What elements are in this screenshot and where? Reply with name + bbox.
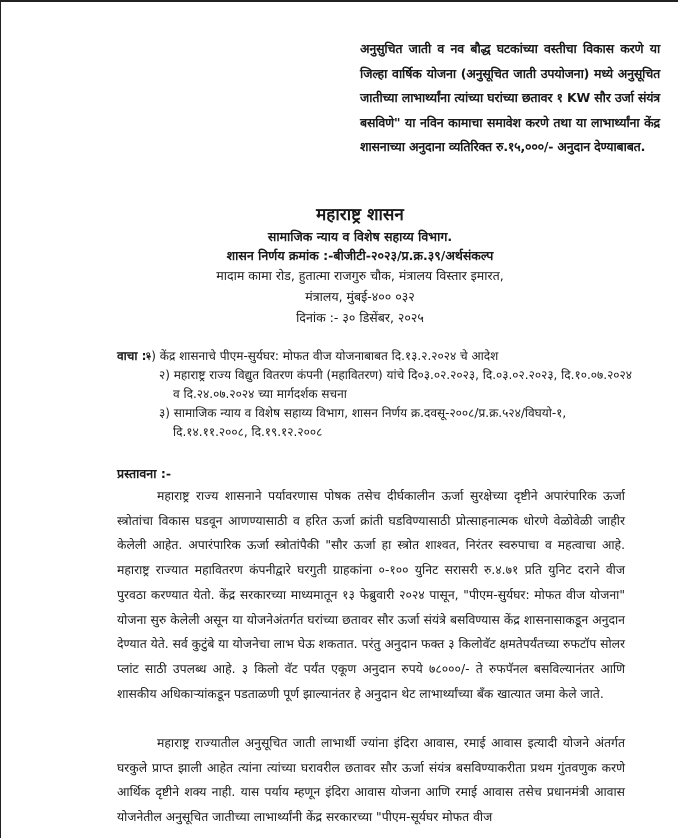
reference-item: ३) सामाजिक न्याय व विशेष सहाय्य विभाग, शासन निर्णय क्र.दवसू-२००८/प्र.क्र.५२४/विघयो-१, दि.१४.११.२००८, दि.१९.१२.२००८ bbox=[159, 406, 567, 439]
document-date: दिनांक :- ३० डिसेंबर, २०२५ bbox=[296, 310, 424, 325]
gr-number: शासन निर्णय क्रमांक :-बीजीटी-२०२३/प्र.क्र.३९/अर्थसंकल्प bbox=[226, 248, 494, 263]
reference-item: १) केंद्र शासनाचे पीएम-सुर्यघर: मोफत वीज योजनाबाबत दि.१३.२.२०२४ चे आदेश bbox=[145, 349, 499, 363]
references-section bbox=[117, 347, 637, 442]
preamble-paragraph: महाराष्ट्र राज्यातील अनुसूचित जाती लाभार्थी ज्यांना इंदिरा आवास, रमाई आवास इत्यादी योजने अंतर्गत घरकुले प्राप्त झाली आहेत त्यांना त्यांच्या घरावरील छतावर सौर ऊर्जा संयंत्र बसविण्याकरीता प्रथम गुंतवणुक करणे आर्थिक दृष्टीने शक्य नाही. यास पर्याय म्हणून इंदिरा आवास योजना आणि रमाई आवास तसेच प्रधानमंत्री आवास योजनेतील अनुसूचित जातीच्या लाभार्थ्यांनी केंद्र सरकारच्या "पीएम-सूर्यघर मोफत वीज bbox=[117, 736, 625, 825]
reference-item: २) महाराष्ट्र राज्य विद्युत वितरण कंपनी (महावितरण) यांचे दि०३.०२.२०२३, दि.०३.०२.२०२३, दि.१०.०७.२०२४ व दि.२४.०७.२०२४ च्या मार्गदर्शक सचना bbox=[159, 368, 633, 401]
government-title: महाराष्ट्र शासन bbox=[316, 205, 404, 225]
department-name: सामाजिक न्याय व विशेष सहाय्य विभाग. bbox=[267, 229, 453, 244]
references-label: वाचा :- bbox=[117, 349, 152, 363]
address-line-1: मादाम कामा रोड, हुतात्मा राजगुरु चौक, मंत्रालय विस्तार इमारत, bbox=[216, 268, 504, 283]
document-subject: अनुसुचित जाती व नव बौद्ध घटकांच्या वस्तीचा विकास करणे या जिल्हा वार्षिक योजना (अनुसूचित जाती उपयोजना) मध्ये अनुसूचित जातीच्या लाभार्थ्यांना त्यांच्या घरांच्या छतावर १ KW सौर उर्जा संयंत्र बसविणे" या नविन कामाचा समावेश करणे तथा या लाभार्थ्यांना केंद्र शासनाच्या अनुदाना व्यतिरिक्त रु.१५,०००/- अनुदान देण्याबाबत. bbox=[360, 41, 660, 154]
address-line-2: मंत्रालय, मुंबई-४०० ०३२ bbox=[305, 289, 415, 304]
preamble-paragraph: महाराष्ट्र राज्य शासनाने पर्यावरणास पोषक तसेच दीर्घकालीन ऊर्जा सुरक्षेच्या दृष्टीने अपारंपारिक ऊर्जा स्त्रोतांचा विकास घडवून आणण्यासाठी व हरित ऊर्जा क्रांती घडविण्यासाठी प्रोत्साहनात्मक धोरणे वेळोवेळी जाहीर केलेली आहेत. अपारंपारिक ऊर्जा स्त्रोतांपैकी "सौर ऊर्जा हा स्त्रोत शाश्वत, निरंतर स्वरुपाचा व महत्वाचा आहे. महाराष्ट्र राज्यात महावितरण कंपनीद्वारे घरगुती ग्राहकांना ०-१०० युनिट सरासरी रु.४.७१ प्रति युनिट दराने वीज पुरवठा करण्यात येतो. केंद्र सरकारच्या माध्यमातून १३ फेब्रुवारी २०२४ पासून, "पीएम-सुर्यघर: मोफत वीज योजना" योजना सुरु केलेली असून या योजनेअंतर्गत घरांच्या छतावर सौर ऊर्जा संयंत्रे बसविण्यास केंद्र शासनासाकडून अनुदान देण्यात येते. सर्व कुटुंबे या योजनेचा लाभ घेऊ शकतात. परंतु अनुदान फक्त ३ किलोवॅट क्षमतेपर्यंतच्या रुफटॉप सोलर प्लांट साठी उपलब्ध आहे. ३ किलो वॅट पर्यंत एकूण अनुदान रुपये ७८०००/- ते रुफपॅनल बसविल्यानंतर आणि शासकीय अधिकाऱ्यांकडून पडताळणी पूर्ण झाल्यानंतर हे अनुदान थेट लाभार्थ्यांच्या बँक खात्यात जमा केले जाते. bbox=[117, 489, 625, 701]
document-header bbox=[150, 203, 570, 328]
preamble-title: प्रस्तावना :- bbox=[117, 466, 172, 481]
